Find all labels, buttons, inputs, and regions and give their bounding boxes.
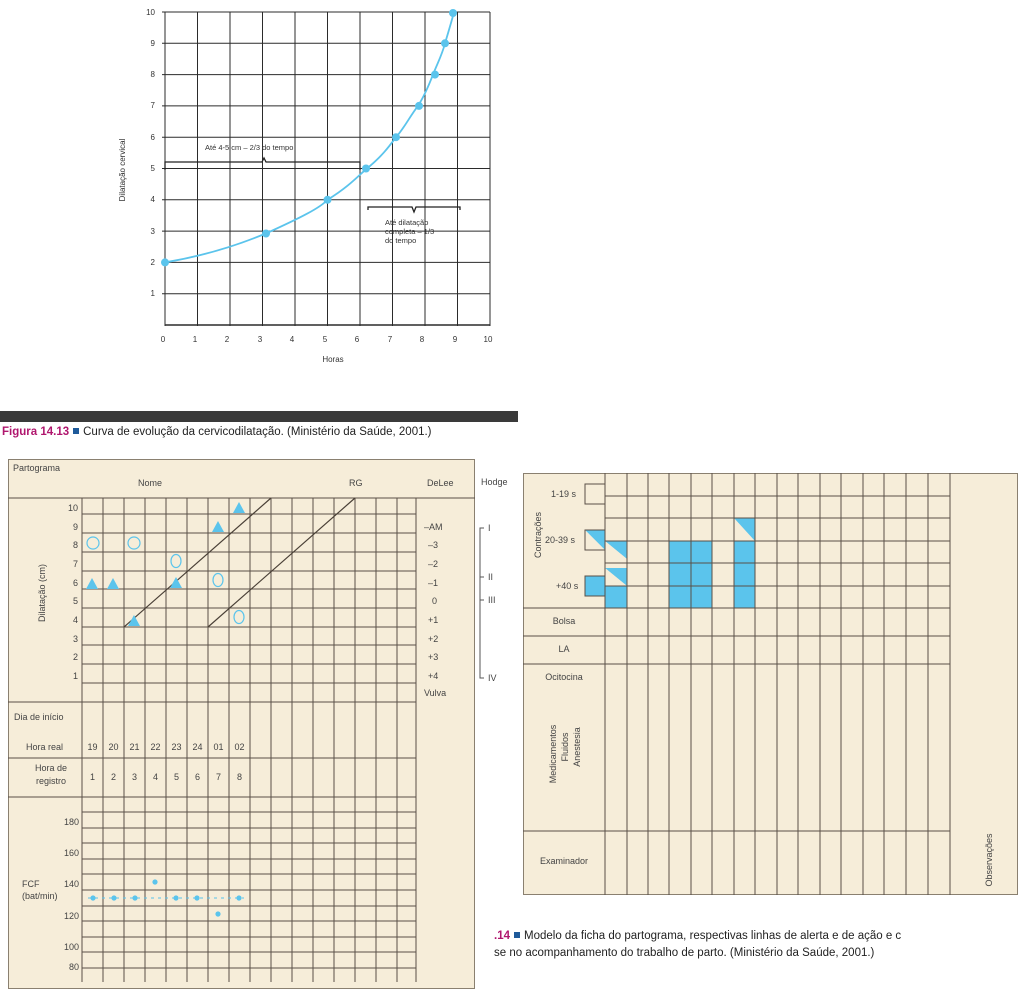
fcf-tick: 140 — [63, 879, 79, 889]
dilatacao-tick: 6 — [72, 578, 78, 588]
delee-value: –AM — [424, 522, 443, 532]
delee-value: +4 — [428, 671, 439, 681]
dilatacao-tick: 7 — [72, 559, 78, 569]
observacoes-label: Observações — [984, 833, 994, 887]
rg-label: RG — [349, 478, 363, 488]
hora-real-label: Hora real — [26, 742, 64, 752]
delee-value: Vulva — [424, 688, 447, 698]
figure-13-text: Curva de evolução da cervicodilatação. (Ministério da Saúde, 2001.) — [83, 426, 432, 438]
hora-real-value: 23 — [171, 742, 182, 752]
hora-registro-value: 6 — [194, 772, 200, 782]
svg-text:5: 5 — [150, 164, 155, 173]
y-axis-label: Dilatação cervical — [118, 138, 127, 202]
svg-text:1: 1 — [192, 335, 198, 344]
svg-text:4: 4 — [289, 335, 295, 344]
svg-text:1: 1 — [150, 289, 155, 298]
dilatacao-tick: 3 — [72, 634, 78, 644]
contracao-row-label: 1-19 s — [551, 489, 577, 499]
delee-value: –1 — [428, 578, 439, 588]
dilatacao-tick: 1 — [72, 671, 78, 681]
hodge-value: III — [488, 595, 496, 605]
hora-real-value: 19 — [87, 742, 98, 752]
svg-text:6: 6 — [354, 335, 360, 344]
svg-text:7: 7 — [150, 101, 155, 110]
svg-text:10: 10 — [483, 335, 493, 344]
hora-registro-value: 8 — [236, 772, 242, 782]
hodge-value: I — [488, 523, 491, 533]
svg-text:9: 9 — [452, 335, 458, 344]
hora-registro-value: 5 — [173, 772, 179, 782]
svg-text:6: 6 — [150, 133, 155, 142]
figure-14-caption-line2: se no acompanhamento do trabalho de parto. (Ministério da Saúde, 2001.) — [494, 947, 875, 959]
hora-registro-value: 4 — [152, 772, 158, 782]
annotation-first-phase: Até 4-5 cm – 2/3 do tempo — [205, 143, 294, 152]
hora-real-value: 01 — [213, 742, 224, 752]
delee-value: –2 — [428, 559, 439, 569]
medicamentos-line: Anestesia — [572, 727, 582, 767]
partograma-title: Partograma — [13, 463, 61, 473]
delee-value: 0 — [432, 596, 438, 606]
svg-text:3: 3 — [150, 227, 155, 236]
delee-label: DeLee — [427, 478, 454, 488]
figure-14-number: .14 — [494, 930, 510, 942]
contracoes-label: Contrações — [533, 511, 543, 559]
svg-text:do tempo: do tempo — [385, 236, 417, 245]
svg-text:completa – 1/3: completa – 1/3 — [385, 227, 435, 236]
dilatacao-tick: 5 — [72, 596, 78, 606]
hora-real-value: 02 — [234, 742, 245, 752]
hora-real-value: 20 — [108, 742, 119, 752]
svg-text:2: 2 — [150, 258, 155, 267]
hora-registro-label: Hora de registro — [34, 763, 68, 786]
delee-value: –3 — [428, 540, 439, 550]
hora-real-value: 24 — [192, 742, 203, 752]
svg-text:8: 8 — [150, 70, 155, 79]
medicamentos-line: Fluidos — [560, 732, 570, 762]
svg-text:Até dilatação: Até dilatação — [385, 218, 429, 227]
svg-text:3: 3 — [257, 335, 263, 344]
hora-real-value: 21 — [129, 742, 140, 752]
hora-registro-value: 7 — [215, 772, 221, 782]
dilatacao-tick: 8 — [72, 540, 78, 550]
svg-text:2: 2 — [224, 335, 230, 344]
dia-inicio-label: Dia de início — [14, 712, 64, 722]
fcf-label: FCF — [22, 879, 40, 889]
ocitocina-label: Ocitocina — [545, 672, 583, 682]
fcf-unit: (bat/min) — [22, 891, 58, 901]
nome-label: Nome — [138, 478, 163, 488]
dilatacao-tick: 2 — [72, 652, 78, 662]
dilatacao-tick: 10 — [67, 503, 78, 513]
bolsa-label: Bolsa — [552, 616, 576, 626]
hodge-label: Hodge — [481, 477, 508, 487]
dilatacao-axis-label: Dilatação (cm) — [37, 564, 47, 623]
fcf-tick: 120 — [63, 911, 79, 921]
contracao-row-label: 20-39 s — [545, 535, 576, 545]
svg-text:10: 10 — [146, 8, 155, 17]
examinador-label: Examinador — [539, 856, 589, 866]
svg-text:9: 9 — [150, 39, 155, 48]
fcf-tick: 160 — [63, 848, 79, 858]
fcf-tick: 80 — [68, 962, 79, 972]
hodge-value: IV — [488, 673, 497, 683]
x-axis-label: Horas — [322, 355, 344, 364]
fcf-tick: 100 — [63, 942, 79, 952]
svg-text:7: 7 — [387, 335, 393, 344]
svg-text:0: 0 — [160, 335, 166, 344]
dilatacao-tick: 4 — [72, 615, 78, 625]
svg-text:8: 8 — [419, 335, 425, 344]
svg-text:5: 5 — [322, 335, 328, 344]
medicamentos-line: Medicamentos — [548, 724, 558, 784]
figure-13-number: Figura 14.13 — [2, 426, 70, 438]
la-label: LA — [558, 644, 570, 654]
hora-registro-value: 1 — [89, 772, 95, 782]
hora-real-value: 22 — [150, 742, 161, 752]
svg-text:4: 4 — [150, 195, 155, 204]
caption-bullet-icon — [514, 932, 520, 938]
delee-value: +1 — [428, 615, 439, 625]
dilatacao-tick: 9 — [72, 522, 78, 532]
contracao-row-label: +40 s — [556, 581, 579, 591]
figure-14-caption-line1 — [494, 930, 901, 942]
delee-value: +2 — [428, 634, 439, 644]
hodge-value: II — [488, 572, 494, 582]
hora-registro-value: 2 — [110, 772, 116, 782]
hora-registro-value: 3 — [131, 772, 137, 782]
figure-14-text-1: Modelo da ficha do partograma, respectivas linhas de alerta e de ação e c — [524, 930, 902, 942]
delee-value: +3 — [428, 652, 439, 662]
fcf-tick: 180 — [63, 817, 79, 827]
